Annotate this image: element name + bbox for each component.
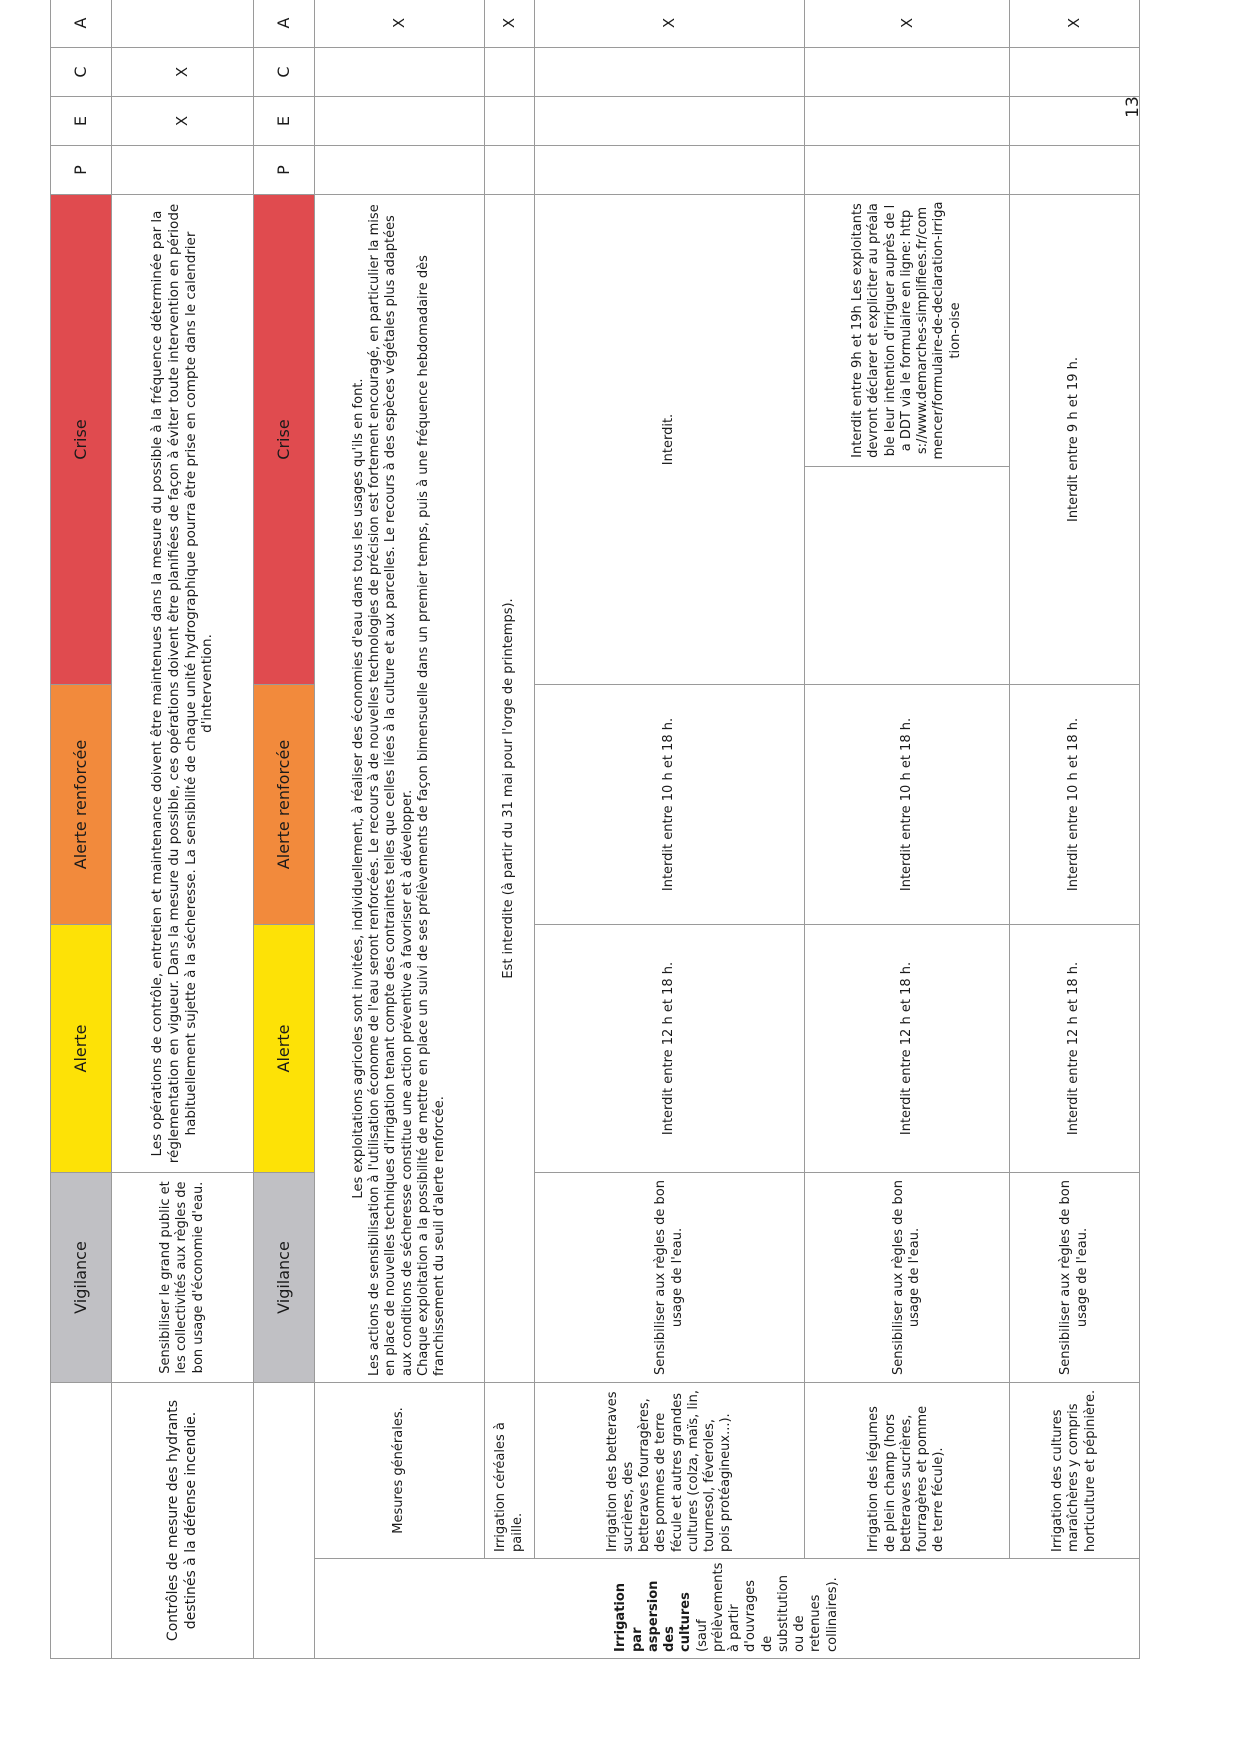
mesures-paragraph-1: Les exploitations agricoles sont invitées, individuellement, à réaliser des économies d'eau dans tous les usages qu'ils en font. [350,378,366,1199]
header-alerte-renforcee: Alerte renforcée [51,685,112,925]
header2-alerte: Alerte [254,925,315,1173]
cereales-e [485,97,535,146]
header2-empty-cell [254,1383,315,1659]
culture-vigilance: Sensibiliser aux règles de bon usage de l'eau. [805,1173,1010,1383]
header-c: C [51,48,112,97]
rotated-table-frame [50,0,1122,1659]
mesures-p [315,146,485,195]
hydrants-p [112,146,254,195]
mesures-paragraph-2: Les actions de sensibilisation à l'utilisation économe de l'eau seront renforcées. Le recours à de nouvelles technologies de précision est fortement encouragé, en particulier la mise en place de nouvelles techniques d'irrigation tenant compte des contraintes telles que celles liées à la culture et aux parcelles. Le recours à des espèces végétales plus adaptées aux conditions de sécheresse constitue une action préventive à favoriser et à développer. [367,204,415,1376]
culture-alerte-renforcee: Interdit entre 10 h et 18 h. [805,685,1010,925]
irrigation-category-title: Irrigation par aspersion des cultures [613,1580,694,1652]
culture-a: X [535,0,805,48]
culture-crise: Interdit entre 9 h et 19 h. [1010,195,1140,685]
culture-alerte: Interdit entre 12 h et 18 h. [1010,925,1140,1173]
cereales-p [485,146,535,195]
culture-p [1010,146,1140,195]
culture-alerte-renforcee: Interdit entre 10 h et 18 h. [535,685,805,925]
cereales-label: Irrigation céréales à paille. [485,1383,535,1559]
culture-crise: Interdit entre 9h et 19h Les exploitants devront déclarer et expliciter au préalable leur intention d'irriguer auprès de la DDT via le formulaire en ligne: https://www.demarches-simplifiees.fr/commencer/formulaire-de-declaration-irrigation-oise [805,195,1010,467]
mesures-c [315,48,485,97]
culture-label: Irrigation des cultures maraîchères y compris horticulture et pépinière. [1010,1383,1140,1559]
culture-e [1010,97,1140,146]
culture-c [805,48,1010,97]
header2-vigilance: Vigilance [254,1173,315,1383]
culture-alerte: Interdit entre 12 h et 18 h. [805,925,1010,1173]
header-row [51,0,112,1659]
hydrants-label: Contrôles de mesure des hydrants destinés à la défense incendie. [112,1383,254,1659]
culture-label: Irrigation des betteraves sucrières, des betteraves fourragères, des pommes de terre fécule et autres grandes cultures (colza, maïs, lin, tournesol, féveroles, pois protéagineux...). [535,1383,805,1559]
header-vigilance: Vigilance [51,1173,112,1383]
irrigation-category [315,1559,1140,1659]
culture-vigilance: Sensibiliser aux règles de bon usage de l'eau. [1010,1173,1140,1383]
mesures-e [315,97,485,146]
mesures-row [315,0,485,1659]
culture-row-legumes [805,0,1010,1659]
header2-a: A [254,0,315,48]
mesures-text [315,195,485,1383]
culture-label: Irrigation des légumes de plein champ (hors betteraves sucrières, fourragères et pomme de terre fécule). [805,1383,1010,1559]
header-e: E [51,97,112,146]
page-number: 13 [1123,96,1143,118]
culture-a: X [1010,0,1140,48]
header2-c: C [254,48,315,97]
cereales-a: X [485,0,535,48]
header-alerte: Alerte [51,925,112,1173]
culture-a: X [805,0,1010,48]
mesures-label: Mesures générales. [315,1383,485,1559]
restrictions-table [50,0,1140,1659]
hydrants-row [112,0,254,1659]
culture-row-grandes-cultures [535,0,805,1659]
header-p: P [51,146,112,195]
culture-e [805,97,1010,146]
culture-p [805,146,1010,195]
culture-vigilance: Sensibiliser aux règles de bon usage de l'eau. [535,1173,805,1383]
culture-crise: Interdit. [535,195,805,685]
header2-p: P [254,146,315,195]
hydrants-c: X [112,48,254,97]
hydrants-a [112,0,254,48]
cereales-row [485,0,535,1659]
culture-c [1010,48,1140,97]
culture-c [535,48,805,97]
cereales-text: Est interdite (à partir du 31 mai pour l'orge de printemps). [485,195,535,1383]
culture-row-maraicheres [1010,0,1140,1659]
culture-alerte: Interdit entre 12 h et 18 h. [535,925,805,1173]
hydrants-e: X [112,97,254,146]
culture-e [535,97,805,146]
mesures-a: X [315,0,485,48]
irrigation-category-note: (sauf prélèvements à partir d'ouvrages de substitution ou de retenues collinaires). [694,1562,840,1652]
culture-p [535,146,805,195]
hydrants-vigilance: Sensibiliser le grand public et les collectivités aux règles de bon usage d'économie d'eau. [112,1173,254,1383]
header-crise: Crise [51,195,112,685]
header-a: A [51,0,112,48]
header-empty-cell [51,1383,112,1659]
culture-alerte-renforcee: Interdit entre 10 h et 18 h. [1010,685,1140,925]
header-row-2 [254,0,315,1659]
header2-crise: Crise [254,195,315,685]
cereales-c [485,48,535,97]
header2-e: E [254,97,315,146]
hydrants-measures: Les opérations de contrôle, entretien et maintenance doivent être maintenues dans la mesure du possible à la fréquence déterminée par la réglementation en vigueur. Dans la mesure du possible, ces opérations doivent être planifiées de façon à éviter toute intervention en période habituellement sujette à la sécheresse. La sensibilité de chaque unité hydrographique pourra être prise en compte dans le calendrier d'intervention. [112,195,254,1173]
header2-alerte-renforcee: Alerte renforcée [254,685,315,925]
mesures-paragraph-3: Chaque exploitation a la possibilité de mettre en place un suivi de ses prélèvements de façon bimensuelle dans un premier temps, puis à une fréquence hebdomadaire dès franchissement du seuil d'alerte renforcée. [415,255,447,1376]
culture-crise-spacer [805,467,1010,685]
